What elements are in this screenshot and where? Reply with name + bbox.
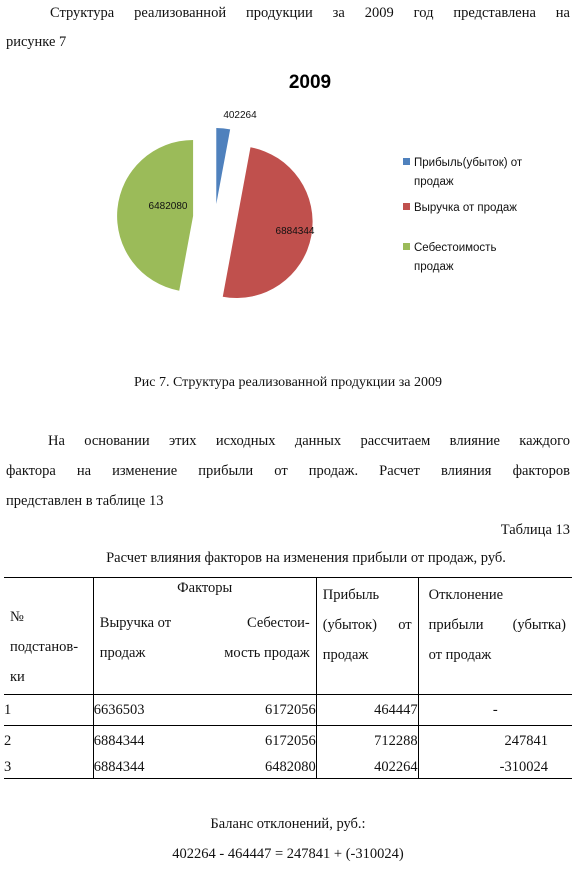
legend-label-cost-line2: продаж xyxy=(414,261,454,273)
row3-revenue: 6884344 xyxy=(93,756,202,779)
header-profit-line2a: (убыток) xyxy=(322,617,377,633)
header-num-line3: ки xyxy=(10,669,25,685)
data-label-revenue: 6884344 xyxy=(275,226,315,237)
pie-chart xyxy=(0,60,576,360)
figure-caption: Рис 7. Структура реализованной продукции за 2009 xyxy=(133,375,442,390)
row3-cost: 6482080 xyxy=(203,756,316,779)
row2-profit: 712288 xyxy=(316,726,418,757)
header-dev-line3: от продаж xyxy=(428,647,492,663)
header-deviation xyxy=(418,578,572,695)
row1-deviation: - xyxy=(418,695,572,726)
header-num-line2: подстанов- xyxy=(10,639,79,655)
row3-num: 3 xyxy=(4,756,93,779)
row3-deviation: -310024 xyxy=(418,756,572,779)
row2-cost: 6172056 xyxy=(264,733,316,749)
balance-title: Баланс отклонений, руб.: xyxy=(210,816,366,832)
paragraph-line-1: На основании этих исходных данных рассчитаем влияние каждого xyxy=(48,433,570,449)
row1-num: 1 xyxy=(4,695,93,726)
table-label: Таблица 13 xyxy=(500,522,570,538)
legend-label-cost: Себестоимость xyxy=(414,242,497,254)
chart-title: 2009 xyxy=(288,72,332,93)
paragraph-line-3: представлен в таблице 13 xyxy=(6,493,164,509)
pie-slice-profit xyxy=(216,128,230,204)
legend-swatch-revenue xyxy=(403,203,410,210)
legend-label-profit-line2: продаж xyxy=(414,176,454,188)
header-dev-line1: Отклонение xyxy=(428,587,504,603)
data-label-cost: 6482080 xyxy=(148,201,188,212)
header-dev-line2b: (убытка) xyxy=(512,617,566,633)
header-cost-line2: мость продаж xyxy=(224,645,310,661)
header-num-line1: № xyxy=(10,609,24,625)
legend-swatch-profit xyxy=(403,158,410,165)
balance-formula: 402264 - 464447 = 247841 + (-310024) xyxy=(172,846,404,862)
intro-line-2: рисунке 7 xyxy=(6,34,67,50)
paragraph-line-2: фактора на изменение прибыли от продаж. Расчет влияния факторов xyxy=(6,463,570,479)
pie-slice-revenue xyxy=(223,147,313,298)
header-profit-line3: продаж xyxy=(322,647,369,663)
header-num xyxy=(4,578,93,695)
factors-table xyxy=(4,577,572,779)
legend-label-revenue: Выручка от продаж xyxy=(414,202,517,214)
header-revenue xyxy=(93,606,202,695)
row2-deviation: 247841 xyxy=(418,726,572,757)
table-header-row xyxy=(4,578,572,607)
row1-cost: 6172056 xyxy=(203,695,316,726)
header-factors xyxy=(93,578,316,607)
table-row xyxy=(4,756,572,779)
header-cost xyxy=(203,606,316,695)
row2-num: 2 xyxy=(4,733,12,749)
header-profit-line2b: от xyxy=(398,617,412,633)
intro-line-1: Структура реализованной продукции за 2009 год представлена на xyxy=(50,5,570,21)
table-row xyxy=(4,726,572,757)
header-factors-label: Факторы xyxy=(177,580,233,596)
header-revenue-line1: Выручка от xyxy=(99,615,172,631)
table-title: Расчет влияния факторов на изменения прибыли от продаж, руб. xyxy=(106,550,506,566)
row1-revenue: 6636503 xyxy=(93,695,202,726)
header-profit xyxy=(316,578,418,695)
header-profit-line1: Прибыль xyxy=(322,587,380,603)
row1-profit: 464447 xyxy=(316,695,418,726)
pie-slice-cost xyxy=(117,140,193,291)
header-dev-line2a: прибыли xyxy=(428,617,484,633)
legend-swatch-cost xyxy=(403,243,410,250)
header-revenue-line2: продаж xyxy=(99,645,146,661)
chart-legend xyxy=(403,157,523,273)
header-cost-line1: Себестои- xyxy=(247,615,310,631)
row2-revenue: 6884344 xyxy=(93,726,202,757)
legend-label-profit: Прибыль(убыток) от xyxy=(414,157,523,169)
table-row xyxy=(4,695,572,726)
row3-profit: 402264 xyxy=(316,756,418,779)
data-label-profit: 402264 xyxy=(223,110,257,121)
